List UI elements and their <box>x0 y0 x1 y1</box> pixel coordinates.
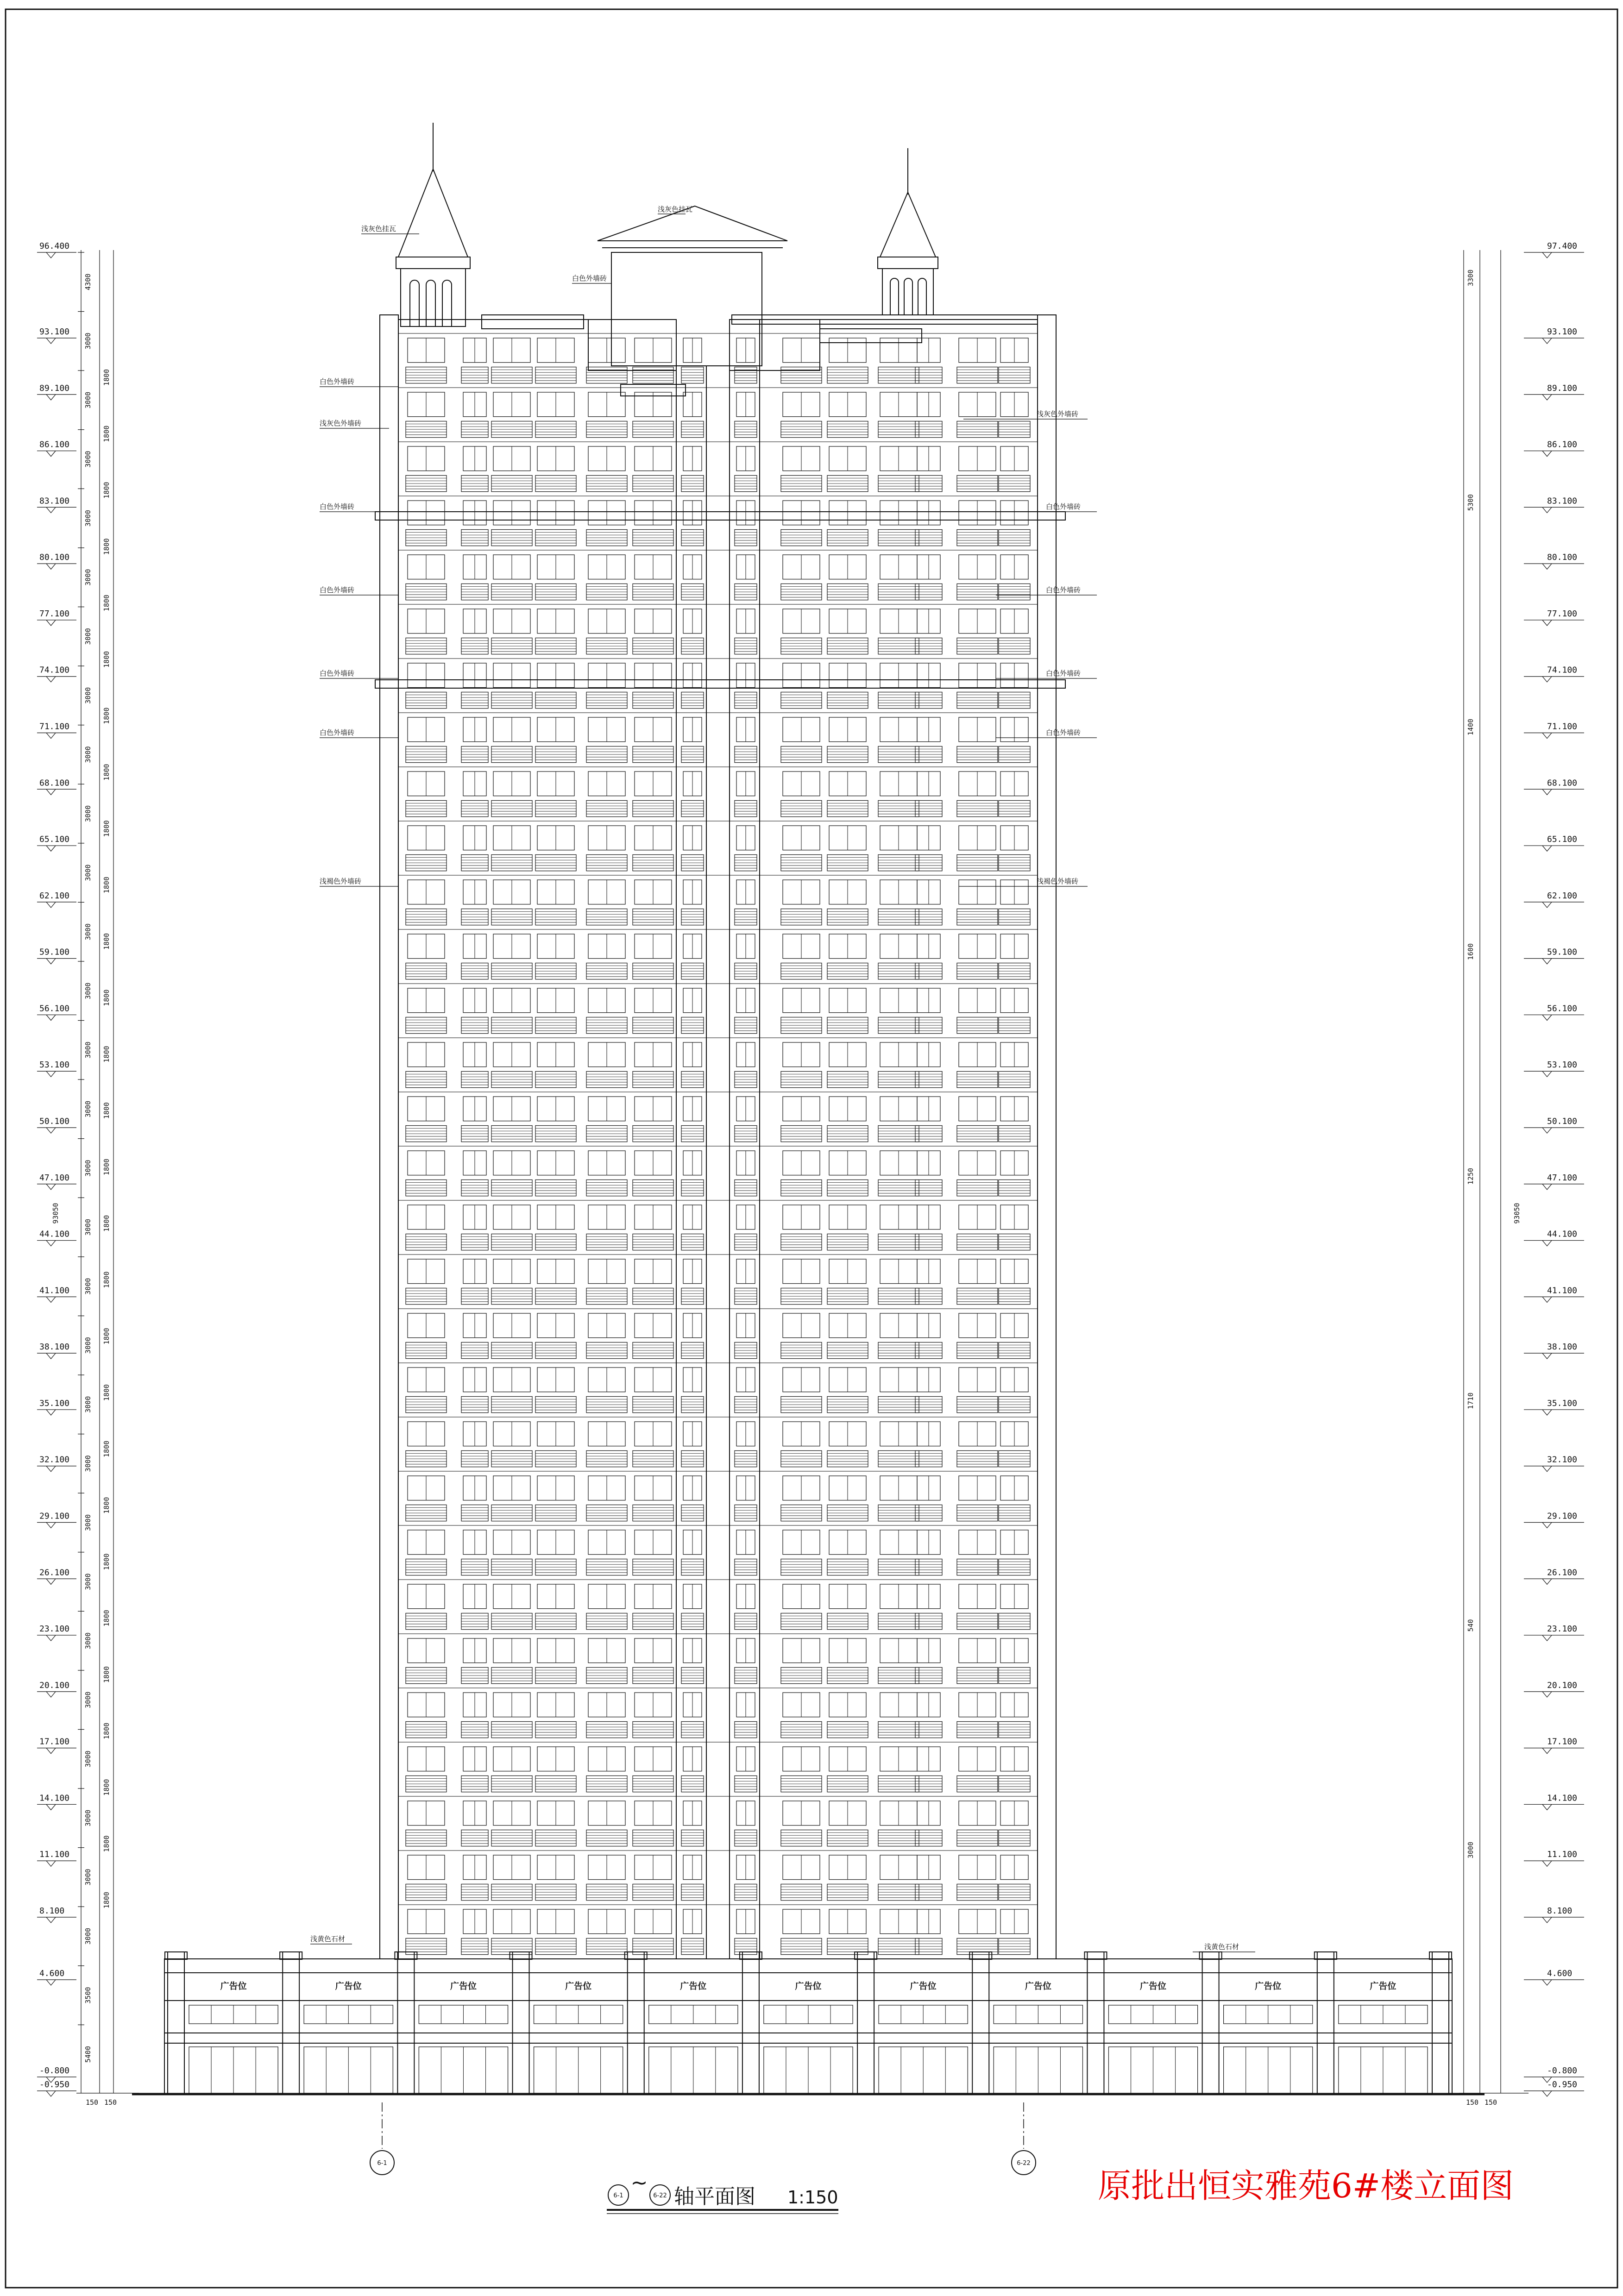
level-label-right: 4.600 <box>1547 1969 1573 1978</box>
material-note: 浅黄色石材 <box>1204 1943 1239 1951</box>
material-note: 白色外墙砖 <box>572 274 607 282</box>
level-label-left: 71.100 <box>39 721 70 732</box>
shop-sign: 广告位 <box>450 1981 477 1991</box>
dim-left-sub: 1800 <box>102 707 111 724</box>
material-note: 浅灰色外墙砖 <box>1037 410 1079 418</box>
title-scale: 1:150 <box>787 2187 838 2208</box>
dim-right-main: 1250 <box>1466 1167 1475 1185</box>
tower-core <box>676 366 760 1959</box>
dim-left-main: 3000 <box>84 1455 92 1472</box>
shopfront-row <box>165 1952 1452 2094</box>
level-label-right: 62.100 <box>1547 891 1578 901</box>
level-label-right: 89.100 <box>1547 383 1578 393</box>
level-label-right: 74.100 <box>1547 665 1578 675</box>
dim-left-main: 3000 <box>84 1691 92 1708</box>
level-label-left: 20.100 <box>39 1680 70 1690</box>
level-label-right: 50.100 <box>1547 1117 1578 1126</box>
dim-left-sub: 1800 <box>102 1271 111 1288</box>
dim-right-bottom: 150 <box>1485 2098 1497 2107</box>
level-label-left: 53.100 <box>39 1060 70 1070</box>
dim-left-main: 3000 <box>84 1514 92 1531</box>
level-label-left: 11.100 <box>39 1850 70 1860</box>
shop-sign: 广告位 <box>1370 1981 1397 1991</box>
level-label-right: -0.800 <box>1547 2066 1578 2076</box>
level-label-right: 93.100 <box>1547 327 1578 337</box>
dim-left-main: 3000 <box>84 1160 92 1177</box>
material-note: 白色外墙砖 <box>320 377 355 386</box>
level-label-right: 38.100 <box>1547 1342 1578 1352</box>
shop-sign: 广告位 <box>795 1981 822 1991</box>
level-label-left: 26.100 <box>39 1568 70 1578</box>
level-label-right: 11.100 <box>1547 1850 1578 1860</box>
material-note: 白色外墙砖 <box>320 669 355 678</box>
level-label-right: 53.100 <box>1547 1060 1578 1070</box>
dim-right-bottom: 150 <box>1466 2098 1479 2107</box>
level-label-left: 62.100 <box>39 891 70 901</box>
dimension-chains <box>51 250 1529 2107</box>
level-label-right: 17.100 <box>1547 1737 1578 1747</box>
material-note: 浅灰色挂瓦 <box>658 205 693 213</box>
material-note: 白色外墙砖 <box>1046 586 1081 594</box>
dim-left-sub: 1800 <box>102 369 111 386</box>
dim-left-sub: 1800 <box>102 1553 111 1570</box>
level-label-right: 71.100 <box>1547 721 1578 732</box>
dim-left-sub: 1800 <box>102 482 111 499</box>
material-note: 浅褐色外墙砖 <box>320 877 362 885</box>
dim-left-sub: 1800 <box>102 1046 111 1063</box>
dim-left-main: 3000 <box>84 1337 92 1354</box>
dim-left-main: 5400 <box>84 2046 92 2063</box>
dim-left-main: 4300 <box>84 273 92 290</box>
dim-left-sub: 1800 <box>102 1610 111 1627</box>
dim-left-total: 93050 <box>51 1203 60 1224</box>
dim-left-sub: 1800 <box>102 1666 111 1683</box>
dim-right-main: 1400 <box>1466 718 1475 736</box>
level-label-right: 65.100 <box>1547 834 1578 845</box>
dim-right-main: 3300 <box>1466 269 1475 287</box>
level-label-right: 44.100 <box>1547 1229 1578 1239</box>
dim-left-main: 3000 <box>84 569 92 586</box>
dim-left-main: 3000 <box>84 1869 92 1886</box>
dim-left-main: 3000 <box>84 923 92 941</box>
level-label-right: 20.100 <box>1547 1680 1578 1690</box>
level-label-left: 4.600 <box>39 1969 65 1978</box>
level-label-right: 77.100 <box>1547 609 1578 619</box>
shop-sign: 广告位 <box>1025 1981 1051 1991</box>
level-label-left: 50.100 <box>39 1117 70 1126</box>
dim-left-main: 3000 <box>84 451 92 468</box>
dim-right-main: 5300 <box>1466 494 1475 511</box>
shop-sign: 广告位 <box>565 1981 592 1991</box>
dim-left-sub: 1800 <box>102 1440 111 1457</box>
level-label-left: 86.100 <box>39 439 70 450</box>
dim-left-sub: 1800 <box>102 1497 111 1514</box>
building-elevation <box>164 123 1452 2094</box>
dim-left-main: 3000 <box>84 1278 92 1295</box>
axis-label-right: 6-22 <box>1017 2160 1031 2167</box>
dim-left-main: 3000 <box>84 982 92 999</box>
shop-sign: 广告位 <box>1255 1981 1282 1991</box>
dim-left-bottom: 150 <box>104 2098 117 2107</box>
dim-left-main: 3000 <box>84 864 92 881</box>
material-note: 白色外墙砖 <box>320 728 355 737</box>
level-label-left: 29.100 <box>39 1511 70 1521</box>
dim-left-main: 3500 <box>84 1987 92 2004</box>
dim-left-main: 3000 <box>84 805 92 822</box>
level-label-left: 77.100 <box>39 609 70 619</box>
material-note: 白色外墙砖 <box>320 502 355 511</box>
drawing-title-block <box>607 2171 838 2214</box>
level-label-left: 8.100 <box>39 1906 65 1916</box>
dim-right-main: 3000 <box>1466 1841 1475 1859</box>
dim-left-main: 3000 <box>84 1219 92 1236</box>
dim-left-sub: 1800 <box>102 1102 111 1119</box>
material-note: 浅黄色石材 <box>310 1935 346 1943</box>
level-label-right: 35.100 <box>1547 1398 1578 1408</box>
sheet-border <box>6 9 1617 2288</box>
level-label-right: 86.100 <box>1547 439 1578 450</box>
level-label-left: 89.100 <box>39 383 70 393</box>
level-label-right: 14.100 <box>1547 1793 1578 1803</box>
dim-left-main: 3000 <box>84 628 92 645</box>
dim-left-sub: 1800 <box>102 1722 111 1739</box>
level-label-left: 23.100 <box>39 1624 70 1634</box>
material-note: 浅灰色外墙砖 <box>320 419 362 427</box>
dim-left-sub: 1800 <box>102 1328 111 1345</box>
level-label-right: 23.100 <box>1547 1624 1578 1634</box>
dim-right-main: 540 <box>1466 1619 1475 1632</box>
dim-left-main: 3000 <box>84 1750 92 1768</box>
level-label-left: -0.800 <box>39 2066 70 2076</box>
level-label-left: 35.100 <box>39 1398 70 1408</box>
dim-left-sub: 1800 <box>102 1215 111 1232</box>
dim-left-main: 3000 <box>84 746 92 763</box>
level-label-left: 74.100 <box>39 665 70 675</box>
dim-left-bottom: 150 <box>86 2098 99 2107</box>
dim-left-sub: 1800 <box>102 933 111 950</box>
level-label-right: 97.400 <box>1547 241 1578 251</box>
spire-left <box>398 169 468 257</box>
wing-left <box>380 315 398 1959</box>
axis-label-left: 6-1 <box>377 2160 387 2167</box>
level-label-right: 80.100 <box>1547 552 1578 563</box>
level-label-left: -0.950 <box>39 2080 70 2089</box>
level-label-right: -0.950 <box>1547 2080 1578 2089</box>
level-label-left: 32.100 <box>39 1455 70 1465</box>
level-label-right: 56.100 <box>1547 1004 1578 1014</box>
dim-left-sub: 1800 <box>102 1384 111 1401</box>
level-label-right: 59.100 <box>1547 947 1578 957</box>
level-label-right: 32.100 <box>1547 1455 1578 1465</box>
material-note: 白色外墙砖 <box>1046 669 1081 678</box>
shop-sign: 广告位 <box>1140 1981 1167 1991</box>
dim-left-sub: 1800 <box>102 1835 111 1852</box>
material-note: 白色外墙砖 <box>1046 502 1081 511</box>
level-label-left: 93.100 <box>39 327 70 337</box>
title-axis-start: 6-1 <box>613 2192 623 2199</box>
material-note: 白色外墙砖 <box>320 586 355 594</box>
level-label-left: 17.100 <box>39 1737 70 1747</box>
dim-right-main: 1600 <box>1466 943 1475 960</box>
dim-left-sub: 1800 <box>102 820 111 837</box>
dim-left-main: 3000 <box>84 1809 92 1826</box>
level-label-left: 38.100 <box>39 1342 70 1352</box>
material-note: 浅褐色外墙砖 <box>1037 877 1079 885</box>
axis-marker-right <box>1012 2102 1036 2175</box>
level-label-left: 68.100 <box>39 778 70 788</box>
title-axis-end: 6-22 <box>653 2192 667 2199</box>
shop-sign: 广告位 <box>680 1981 707 1991</box>
axis-marker-left <box>370 2102 394 2175</box>
title-tilde: ~ <box>630 2171 648 2195</box>
dim-left-sub: 1800 <box>102 651 111 668</box>
level-label-right: 47.100 <box>1547 1173 1578 1183</box>
dim-left-main: 3000 <box>84 1632 92 1650</box>
level-label-left: 44.100 <box>39 1229 70 1239</box>
shop-sign: 广告位 <box>910 1981 937 1991</box>
dim-left-sub: 1800 <box>102 538 111 555</box>
level-label-right: 8.100 <box>1547 1906 1573 1916</box>
level-label-left: 65.100 <box>39 834 70 845</box>
dim-left-sub: 1800 <box>102 877 111 894</box>
dim-left-main: 3000 <box>84 1041 92 1059</box>
level-label-left: 41.100 <box>39 1286 70 1296</box>
level-label-left: 83.100 <box>39 496 70 506</box>
dim-left-sub: 1800 <box>102 764 111 781</box>
level-label-right: 68.100 <box>1547 778 1578 788</box>
level-label-right: 29.100 <box>1547 1511 1578 1521</box>
dim-left-main: 3000 <box>84 1396 92 1413</box>
level-label-left: 47.100 <box>39 1173 70 1183</box>
sheet-title: 原批出恒实雅苑6#楼立面图 <box>1098 2166 1514 2205</box>
title-text: 轴平面图 <box>674 2185 755 2208</box>
dim-left-main: 3000 <box>84 1927 92 1945</box>
level-label-right: 83.100 <box>1547 496 1578 506</box>
spire-right <box>880 192 936 257</box>
level-label-left: 96.400 <box>39 241 70 251</box>
dim-left-main: 3000 <box>84 1573 92 1590</box>
dim-left-main: 3000 <box>84 1100 92 1117</box>
dim-right-total: 93050 <box>1513 1203 1521 1224</box>
level-annotations <box>37 241 1584 2096</box>
dim-left-sub: 1800 <box>102 1158 111 1176</box>
dim-left-sub: 1800 <box>102 595 111 612</box>
shop-sign: 广告位 <box>220 1981 247 1991</box>
level-label-left: 56.100 <box>39 1004 70 1014</box>
dim-left-sub: 1800 <box>102 1779 111 1796</box>
dim-left-sub: 1800 <box>102 989 111 1006</box>
material-note: 浅灰色挂瓦 <box>361 225 396 233</box>
level-label-right: 26.100 <box>1547 1568 1578 1578</box>
dim-left-main: 3000 <box>84 510 92 527</box>
material-note: 白色外墙砖 <box>1046 728 1081 737</box>
wing-right <box>1038 315 1056 1959</box>
dim-left-main: 3000 <box>84 332 92 350</box>
shop-sign: 广告位 <box>335 1981 362 1991</box>
dim-left-sub: 1800 <box>102 425 111 442</box>
dim-right-main: 1710 <box>1466 1392 1475 1410</box>
dim-left-main: 3000 <box>84 391 92 409</box>
dim-left-main: 3000 <box>84 687 92 704</box>
level-label-right: 41.100 <box>1547 1286 1578 1296</box>
level-label-left: 59.100 <box>39 947 70 957</box>
level-label-left: 14.100 <box>39 1793 70 1803</box>
level-label-left: 80.100 <box>39 552 70 563</box>
dim-left-sub: 1800 <box>102 1892 111 1909</box>
